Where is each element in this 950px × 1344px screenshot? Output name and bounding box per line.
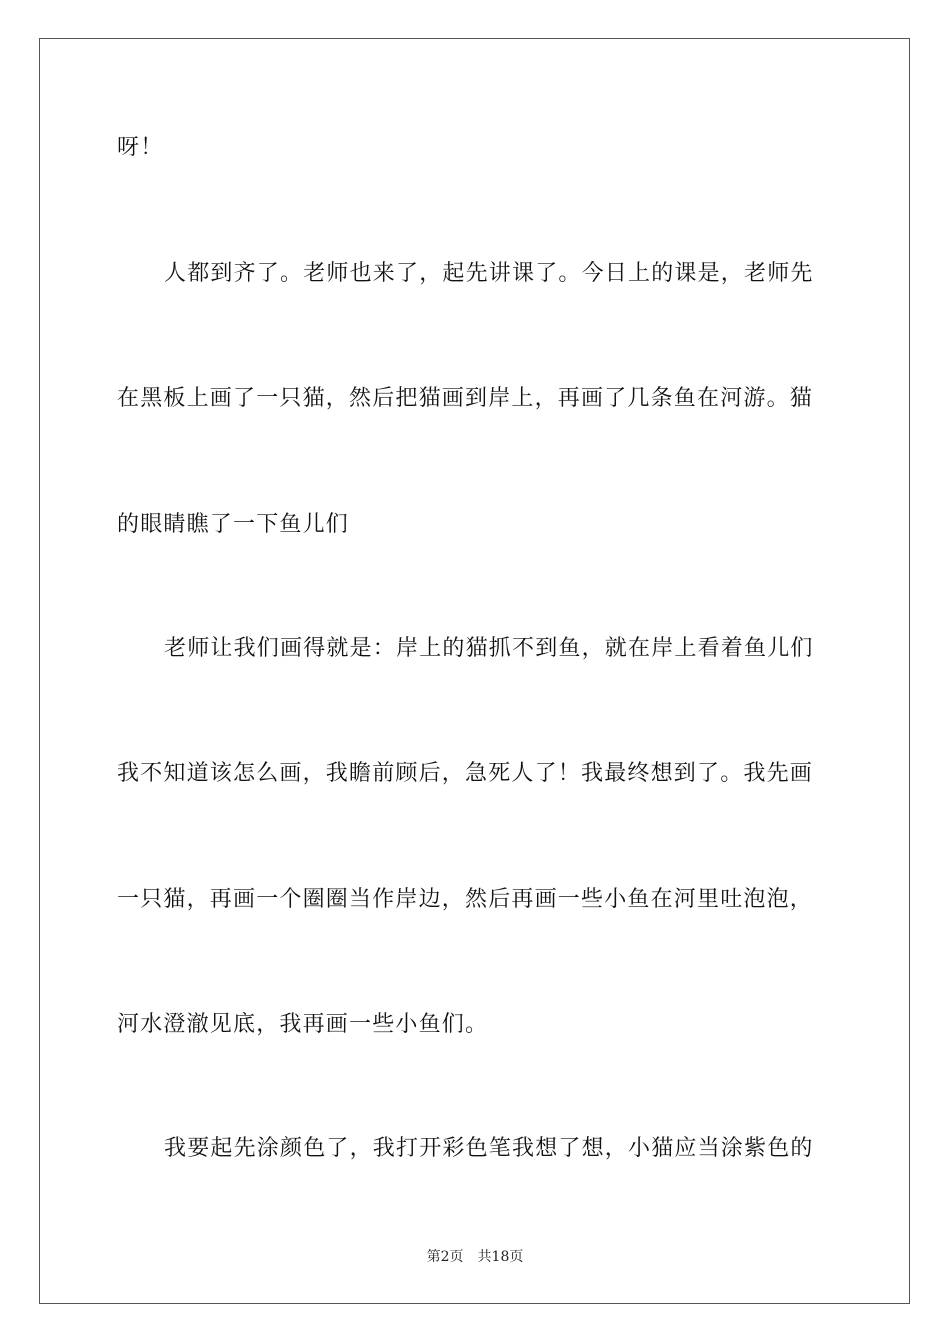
text-line-2: 人都到齐了。老师也来了，起先讲课了。今日上的课是，老师先 <box>164 261 814 286</box>
text-line-7: 一只猫，再画一个圈圈当作岸边，然后再画一些小鱼在河里吐泡泡， <box>117 887 814 912</box>
text-line-9: 我要起先涂颜色了，我打开彩色笔我想了想，小猫应当涂紫色的 <box>164 1136 814 1161</box>
text-line-1: 呀！ <box>117 135 164 160</box>
page-border <box>39 38 910 1304</box>
text-line-4: 的眼睛瞧了一下鱼儿们 <box>117 512 350 537</box>
page-number: 第2页 <box>426 1249 464 1265</box>
text-line-3: 在黑板上画了一只猫，然后把猫画到岸上，再画了几条鱼在河游。猫 <box>117 386 814 411</box>
text-line-5: 老师让我们画得就是：岸上的猫抓不到鱼，就在岸上看着鱼儿们 <box>164 636 814 661</box>
page-footer <box>0 1248 950 1266</box>
page-total: 共18页 <box>477 1249 524 1265</box>
text-line-8: 河水澄澈见底，我再画一些小鱼们。 <box>117 1012 489 1037</box>
text-line-6: 我不知道该怎么画，我瞻前顾后，急死人了！我最终想到了。我先画 <box>117 761 814 786</box>
